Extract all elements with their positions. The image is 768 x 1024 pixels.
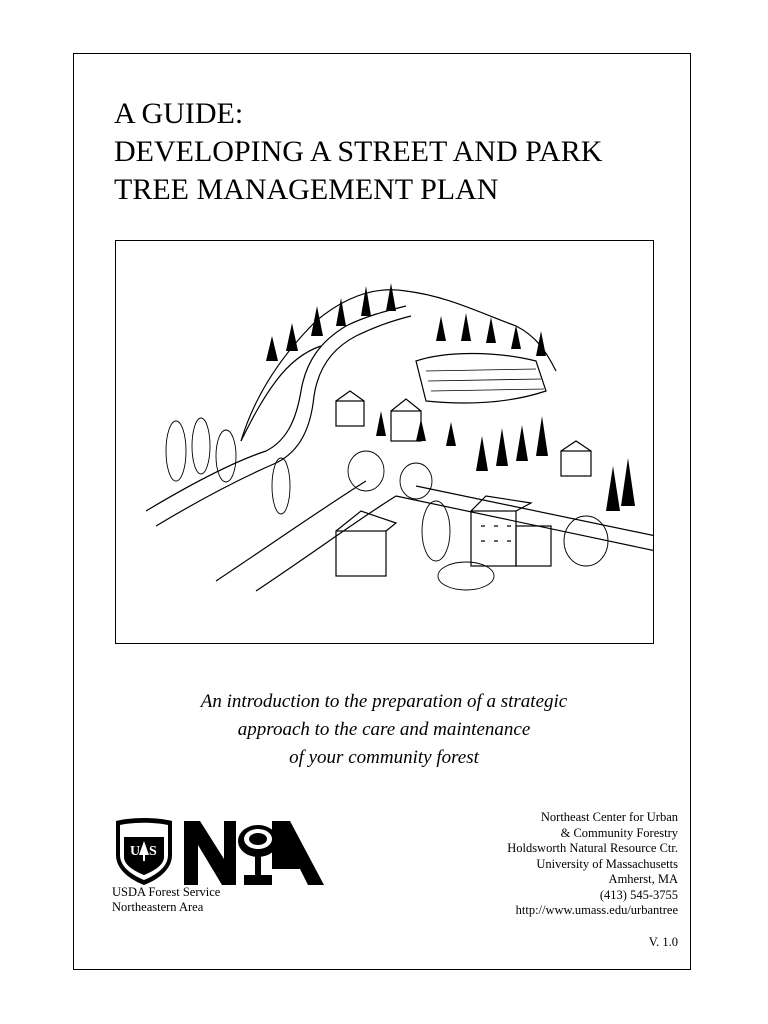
svg-text:S: S bbox=[149, 844, 157, 859]
contact-line-5: Amherst, MA bbox=[608, 872, 678, 886]
subtitle-line-3: of your community forest bbox=[289, 747, 479, 768]
usda-forest-service-shield-icon bbox=[116, 818, 172, 885]
agency-line-2: Northeastern Area bbox=[112, 900, 204, 914]
contact-line-2: & Community Forestry bbox=[560, 825, 678, 840]
contact-url: http://www.umass.edu/urbantree bbox=[515, 903, 678, 917]
contact-line-1: Northeast Center for Urban bbox=[540, 810, 678, 824]
svg-text:U: U bbox=[130, 844, 141, 859]
landscape-sketch-icon bbox=[116, 241, 653, 643]
contact-block bbox=[507, 810, 678, 919]
agency-name bbox=[112, 885, 220, 915]
cover-illustration bbox=[115, 240, 654, 644]
document-title bbox=[114, 95, 674, 209]
contact-line-4: University of Massachusetts bbox=[536, 856, 678, 871]
contact-phone: (413) 545-3755 bbox=[599, 887, 678, 902]
version-label: V. 1.0 bbox=[648, 935, 678, 949]
subtitle-line-2: approach to the care and maintenance bbox=[237, 719, 531, 740]
northeastern-area-logo-icon bbox=[184, 821, 324, 885]
agency-line-1: USDA Forest Service bbox=[112, 885, 221, 899]
subtitle-line-1: An introduction to the preparation of a strategic bbox=[200, 691, 568, 712]
document-subtitle bbox=[100, 688, 668, 772]
contact-line-3: Holdsworth Natural Resource Ctr. bbox=[507, 841, 678, 855]
title-line-3: TREE MANAGEMENT PLAN bbox=[114, 173, 499, 206]
title-line-1: A GUIDE: bbox=[114, 97, 244, 130]
title-line-2: DEVELOPING A STREET AND PARK bbox=[114, 135, 603, 168]
logo-group bbox=[112, 815, 327, 887]
